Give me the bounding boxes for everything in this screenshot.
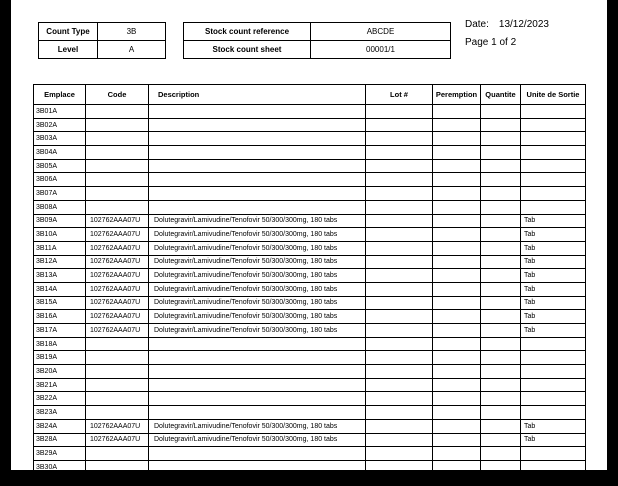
cell-emplace: 3B28A (34, 433, 86, 447)
cell-description: Dolutegravir/Lamivudine/Tenofovir 50/300/300mg, 180 tabs (149, 241, 366, 255)
cell-lot (366, 365, 433, 379)
cell-description: Dolutegravir/Lamivudine/Tenofovir 50/300/300mg, 180 tabs (149, 228, 366, 242)
cell-emplace: 3B18A (34, 337, 86, 351)
cell-quantite (481, 351, 521, 365)
cell-quantite (481, 132, 521, 146)
cell-unite: Tab (521, 282, 586, 296)
table-row (34, 406, 586, 420)
cell-unite (521, 173, 586, 187)
cell-code: 102762AAA07U (86, 433, 149, 447)
cell-unite (521, 105, 586, 119)
stock-count-table (33, 84, 586, 470)
table-row (34, 146, 586, 160)
table-row (34, 460, 586, 470)
cell-code: 102762AAA07U (86, 419, 149, 433)
cell-peremption (433, 447, 481, 461)
table-row (34, 337, 586, 351)
table-row (34, 228, 586, 242)
cell-description (149, 146, 366, 160)
cell-lot (366, 118, 433, 132)
cell-emplace: 3B04A (34, 146, 86, 160)
table-row (34, 419, 586, 433)
cell-code: 102762AAA07U (86, 310, 149, 324)
cell-peremption (433, 392, 481, 406)
cell-lot (366, 146, 433, 160)
cell-unite (521, 132, 586, 146)
cell-lot (366, 406, 433, 420)
cell-unite (521, 460, 586, 470)
cell-peremption (433, 187, 481, 201)
cell-lot (366, 241, 433, 255)
date-line (465, 19, 549, 30)
cell-peremption (433, 433, 481, 447)
cell-quantite (481, 228, 521, 242)
cell-lot (366, 173, 433, 187)
table-header-row (34, 85, 586, 105)
cell-emplace: 3B15A (34, 296, 86, 310)
table-row (34, 132, 586, 146)
cell-unite: Tab (521, 419, 586, 433)
cell-emplace: 3B01A (34, 105, 86, 119)
cell-emplace: 3B12A (34, 255, 86, 269)
cell-quantite (481, 337, 521, 351)
cell-peremption (433, 310, 481, 324)
cell-quantite (481, 447, 521, 461)
cell-description (149, 118, 366, 132)
cell-description (149, 406, 366, 420)
cell-emplace: 3B19A (34, 351, 86, 365)
cell-peremption (433, 419, 481, 433)
cell-code (86, 392, 149, 406)
cell-quantite (481, 173, 521, 187)
cell-peremption (433, 241, 481, 255)
cell-quantite (481, 406, 521, 420)
table-row (34, 187, 586, 201)
cell-description (149, 460, 366, 470)
cell-code (86, 447, 149, 461)
cell-code: 102762AAA07U (86, 228, 149, 242)
cell-unite (521, 406, 586, 420)
cell-peremption (433, 200, 481, 214)
cell-lot (366, 269, 433, 283)
table-row (34, 310, 586, 324)
cell-quantite (481, 187, 521, 201)
cell-emplace: 3B11A (34, 241, 86, 255)
cell-unite (521, 187, 586, 201)
cell-unite: Tab (521, 214, 586, 228)
cell-peremption (433, 378, 481, 392)
cell-emplace: 3B29A (34, 447, 86, 461)
cell-lot (366, 132, 433, 146)
cell-emplace: 3B02A (34, 118, 86, 132)
cell-code (86, 460, 149, 470)
table-row (34, 433, 586, 447)
cell-code (86, 105, 149, 119)
cell-code (86, 118, 149, 132)
cell-description (149, 105, 366, 119)
level-label: Level (39, 41, 98, 59)
cell-peremption (433, 228, 481, 242)
cell-lot (366, 282, 433, 296)
cell-emplace: 3B22A (34, 392, 86, 406)
cell-unite: Tab (521, 255, 586, 269)
cell-lot (366, 296, 433, 310)
cell-code (86, 351, 149, 365)
cell-code (86, 146, 149, 160)
cell-code (86, 365, 149, 379)
table-row (34, 365, 586, 379)
cell-code: 102762AAA07U (86, 241, 149, 255)
cell-quantite (481, 159, 521, 173)
cell-quantite (481, 296, 521, 310)
cell-emplace: 3B17A (34, 324, 86, 338)
cell-peremption (433, 159, 481, 173)
cell-quantite (481, 460, 521, 470)
table-row (34, 351, 586, 365)
cell-unite: Tab (521, 296, 586, 310)
cell-quantite (481, 282, 521, 296)
cell-unite (521, 392, 586, 406)
cell-lot (366, 378, 433, 392)
cell-unite (521, 200, 586, 214)
cell-lot (366, 105, 433, 119)
cell-emplace: 3B30A (34, 460, 86, 470)
count-type-row (39, 23, 166, 41)
cell-code (86, 406, 149, 420)
table-row (34, 392, 586, 406)
column-header-quantite: Quantite (481, 85, 521, 105)
cell-description (149, 173, 366, 187)
cell-lot (366, 255, 433, 269)
count-type-value: 3B (98, 23, 166, 41)
cell-description (149, 365, 366, 379)
cell-code: 102762AAA07U (86, 324, 149, 338)
stock-count-sheet-value: 00001/1 (311, 41, 451, 59)
cell-lot (366, 200, 433, 214)
cell-emplace: 3B23A (34, 406, 86, 420)
cell-emplace: 3B13A (34, 269, 86, 283)
table-row (34, 447, 586, 461)
cell-description (149, 200, 366, 214)
cell-code (86, 173, 149, 187)
column-header-unite-de-sortie: Unite de Sortie (521, 85, 586, 105)
cell-emplace: 3B20A (34, 365, 86, 379)
table-row (34, 282, 586, 296)
cell-description: Dolutegravir/Lamivudine/Tenofovir 50/300/300mg, 180 tabs (149, 324, 366, 338)
cell-peremption (433, 337, 481, 351)
cell-quantite (481, 365, 521, 379)
cell-peremption (433, 214, 481, 228)
cell-description (149, 337, 366, 351)
level-row (39, 41, 166, 59)
cell-peremption (433, 324, 481, 338)
cell-emplace: 3B16A (34, 310, 86, 324)
cell-lot (366, 159, 433, 173)
cell-lot (366, 447, 433, 461)
cell-peremption (433, 351, 481, 365)
column-header-peremption: Peremption (433, 85, 481, 105)
cell-peremption (433, 173, 481, 187)
cell-unite (521, 337, 586, 351)
cell-lot (366, 228, 433, 242)
cell-description (149, 187, 366, 201)
cell-quantite (481, 378, 521, 392)
table-row (34, 173, 586, 187)
cell-lot (366, 187, 433, 201)
cell-quantite (481, 200, 521, 214)
count-type-label: Count Type (39, 23, 98, 41)
cell-emplace: 3B07A (34, 187, 86, 201)
cell-code: 102762AAA07U (86, 282, 149, 296)
stock-count-reference-box (183, 22, 451, 59)
cell-unite (521, 146, 586, 160)
table-row (34, 324, 586, 338)
cell-code (86, 378, 149, 392)
cell-quantite (481, 324, 521, 338)
cell-code: 102762AAA07U (86, 269, 149, 283)
cell-peremption (433, 296, 481, 310)
cell-quantite (481, 214, 521, 228)
cell-quantite (481, 310, 521, 324)
column-header-lot: Lot # (366, 85, 433, 105)
cell-code (86, 159, 149, 173)
cell-description (149, 392, 366, 406)
cell-lot (366, 351, 433, 365)
cell-code: 102762AAA07U (86, 296, 149, 310)
cell-description (149, 132, 366, 146)
cell-emplace: 3B03A (34, 132, 86, 146)
cell-description: Dolutegravir/Lamivudine/Tenofovir 50/300/300mg, 180 tabs (149, 310, 366, 324)
page-indicator: Page 1 of 2 (465, 37, 517, 48)
cell-unite: Tab (521, 324, 586, 338)
cell-peremption (433, 146, 481, 160)
cell-description (149, 447, 366, 461)
cell-lot (366, 310, 433, 324)
column-header-emplace: Emplace (34, 85, 86, 105)
sheet-row (184, 41, 451, 59)
cell-emplace: 3B06A (34, 173, 86, 187)
table-row (34, 269, 586, 283)
cell-unite (521, 159, 586, 173)
cell-unite (521, 365, 586, 379)
cell-lot (366, 433, 433, 447)
cell-quantite (481, 118, 521, 132)
stock-count-reference-label: Stock count reference (184, 23, 311, 41)
cell-code (86, 132, 149, 146)
table-body (34, 105, 586, 471)
cell-emplace: 3B08A (34, 200, 86, 214)
level-value: A (98, 41, 166, 59)
cell-unite: Tab (521, 241, 586, 255)
cell-lot (366, 460, 433, 470)
cell-quantite (481, 419, 521, 433)
cell-unite: Tab (521, 310, 586, 324)
count-type-box (38, 22, 166, 59)
cell-description (149, 159, 366, 173)
cell-quantite (481, 269, 521, 283)
cell-peremption (433, 105, 481, 119)
cell-description: Dolutegravir/Lamivudine/Tenofovir 50/300/300mg, 180 tabs (149, 269, 366, 283)
cell-quantite (481, 146, 521, 160)
cell-emplace: 3B05A (34, 159, 86, 173)
document-page (11, 0, 607, 470)
cell-code (86, 200, 149, 214)
cell-lot (366, 337, 433, 351)
cell-description: Dolutegravir/Lamivudine/Tenofovir 50/300/300mg, 180 tabs (149, 433, 366, 447)
table-row (34, 214, 586, 228)
cell-peremption (433, 269, 481, 283)
table-row (34, 118, 586, 132)
cell-unite (521, 378, 586, 392)
table-row (34, 378, 586, 392)
cell-unite: Tab (521, 433, 586, 447)
cell-lot (366, 324, 433, 338)
reference-row (184, 23, 451, 41)
cell-emplace: 3B10A (34, 228, 86, 242)
cell-unite (521, 118, 586, 132)
cell-code: 102762AAA07U (86, 214, 149, 228)
date-value: 13/12/2023 (498, 19, 549, 30)
cell-description (149, 351, 366, 365)
cell-peremption (433, 282, 481, 296)
column-header-code: Code (86, 85, 149, 105)
cell-unite (521, 351, 586, 365)
cell-code (86, 187, 149, 201)
table-row (34, 159, 586, 173)
cell-quantite (481, 105, 521, 119)
cell-unite (521, 447, 586, 461)
table-row (34, 105, 586, 119)
cell-description: Dolutegravir/Lamivudine/Tenofovir 50/300/300mg, 180 tabs (149, 296, 366, 310)
cell-description: Dolutegravir/Lamivudine/Tenofovir 50/300/300mg, 180 tabs (149, 255, 366, 269)
cell-description: Dolutegravir/Lamivudine/Tenofovir 50/300/300mg, 180 tabs (149, 419, 366, 433)
cell-quantite (481, 392, 521, 406)
column-header-description: Description (149, 85, 366, 105)
table-row (34, 296, 586, 310)
cell-lot (366, 419, 433, 433)
table-row (34, 241, 586, 255)
cell-description: Dolutegravir/Lamivudine/Tenofovir 50/300/300mg, 180 tabs (149, 214, 366, 228)
cell-peremption (433, 118, 481, 132)
table-row (34, 255, 586, 269)
cell-code (86, 337, 149, 351)
date-label: Date: (465, 19, 489, 30)
cell-emplace: 3B21A (34, 378, 86, 392)
cell-peremption (433, 255, 481, 269)
cell-peremption (433, 132, 481, 146)
cell-unite: Tab (521, 228, 586, 242)
cell-quantite (481, 433, 521, 447)
cell-peremption (433, 365, 481, 379)
cell-lot (366, 392, 433, 406)
cell-quantite (481, 255, 521, 269)
cell-code: 102762AAA07U (86, 255, 149, 269)
cell-lot (366, 214, 433, 228)
cell-emplace: 3B14A (34, 282, 86, 296)
stock-count-reference-value: ABCDE (311, 23, 451, 41)
table-row (34, 200, 586, 214)
cell-emplace: 3B24A (34, 419, 86, 433)
cell-quantite (481, 241, 521, 255)
cell-description (149, 378, 366, 392)
cell-peremption (433, 406, 481, 420)
cell-emplace: 3B09A (34, 214, 86, 228)
cell-peremption (433, 460, 481, 470)
cell-description: Dolutegravir/Lamivudine/Tenofovir 50/300/300mg, 180 tabs (149, 282, 366, 296)
stock-count-sheet-label: Stock count sheet (184, 41, 311, 59)
cell-unite: Tab (521, 269, 586, 283)
